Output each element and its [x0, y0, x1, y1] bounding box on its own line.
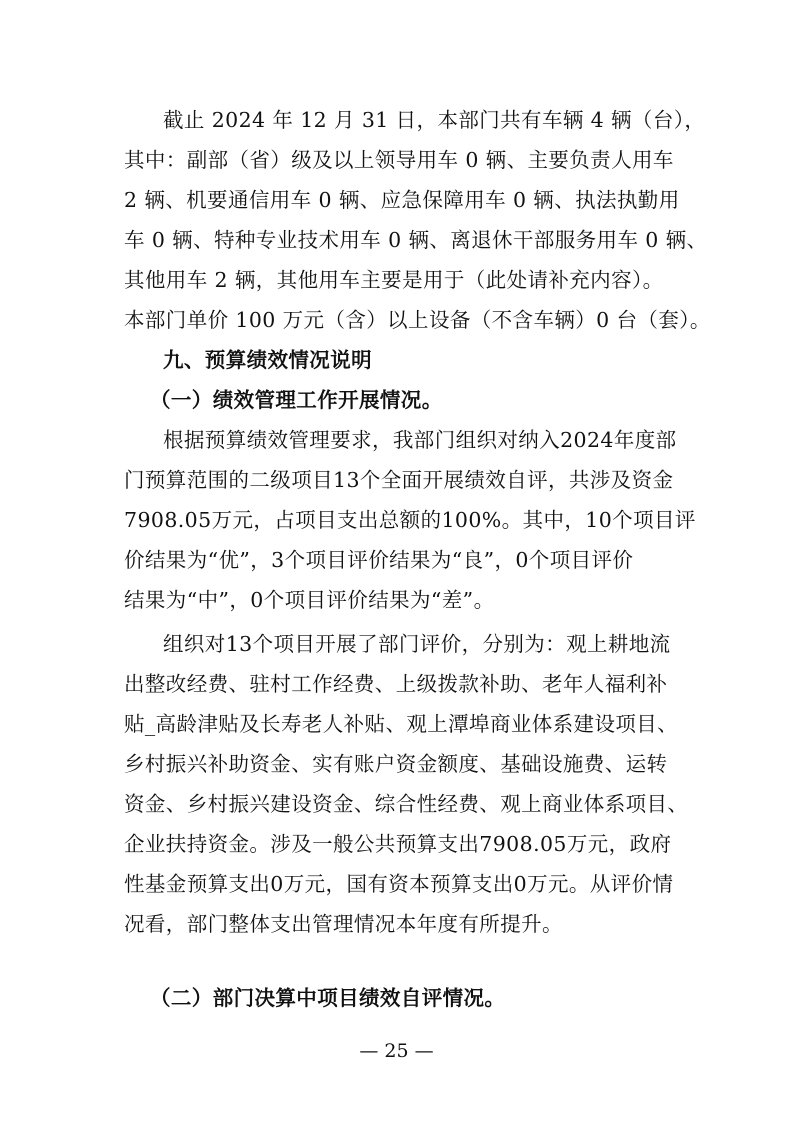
projects-line-1: 组织对13个项目开展了部门评价，分别为：观上耕地流: [163, 632, 671, 656]
vehicle-line-4: 车 0 辆、特种专业技术用车 0 辆、离退休干部服务用车 0 辆、: [124, 228, 708, 252]
evaluation-line-5: 结果为“中”，0个项目评价结果为“差”。: [124, 588, 495, 612]
projects-line-4: 乡村振兴补助资金、实有账户资金额度、基础设施费、运转: [124, 752, 668, 776]
projects-line-6: 企业扶持资金。涉及一般公共预算支出7908.05万元，政府: [124, 832, 672, 856]
page-number: — 25 —: [359, 1040, 434, 1062]
vehicle-line-6: 本部门单价 100 万元（含）以上设备（不含车辆）0 台（套）。: [124, 308, 711, 332]
projects-line-7: 性基金预算支出0万元，国有资本预算支出0万元。从评价情: [124, 872, 674, 896]
section-nine-title: 九、预算绩效情况说明: [163, 348, 372, 372]
projects-line-2: 出整改经费、驻村工作经费、上级拨款补助、老年人福利补: [124, 672, 668, 696]
subsection-one-title: （一）绩效管理工作开展情况。: [150, 388, 443, 412]
projects-line-5: 资金、乡村振兴建设资金、综合性经费、观上商业体系项目、: [124, 792, 689, 816]
evaluation-line-3: 7908.05万元，占项目支出总额的100%。其中，10个项目评: [124, 508, 696, 532]
subsection-two-title: （二）部门决算中项目绩效自评情况。: [150, 986, 506, 1010]
projects-line-3: 贴_高龄津贴及长寿老人补贴、观上潭埠商业体系建设项目、: [124, 712, 679, 736]
evaluation-line-4: 价结果为“优”，3个项目评价结果为“良”，0个项目评价: [124, 548, 634, 572]
evaluation-line-1: 根据预算绩效管理要求，我部门组织对纳入2024年度部: [163, 428, 677, 452]
evaluation-line-2: 门预算范围的二级项目13个全面开展绩效自评，共涉及资金: [124, 468, 674, 492]
projects-line-8: 况看，部门整体支出管理情况本年度有所提升。: [124, 912, 563, 936]
vehicle-line-5: 其他用车 2 辆，其他用车主要是用于（此处请补充内容）。: [124, 268, 664, 292]
vehicle-line-1: 截止 2024 年 12 月 31 日，本部门共有车辆 4 辆（台），: [163, 108, 706, 132]
vehicle-line-3: 2 辆、机要通信用车 0 辆、应急保障用车 0 辆、执法执勤用: [124, 188, 680, 212]
vehicle-line-2: 其中：副部（省）级及以上领导用车 0 辆、主要负责人用车: [124, 148, 674, 172]
